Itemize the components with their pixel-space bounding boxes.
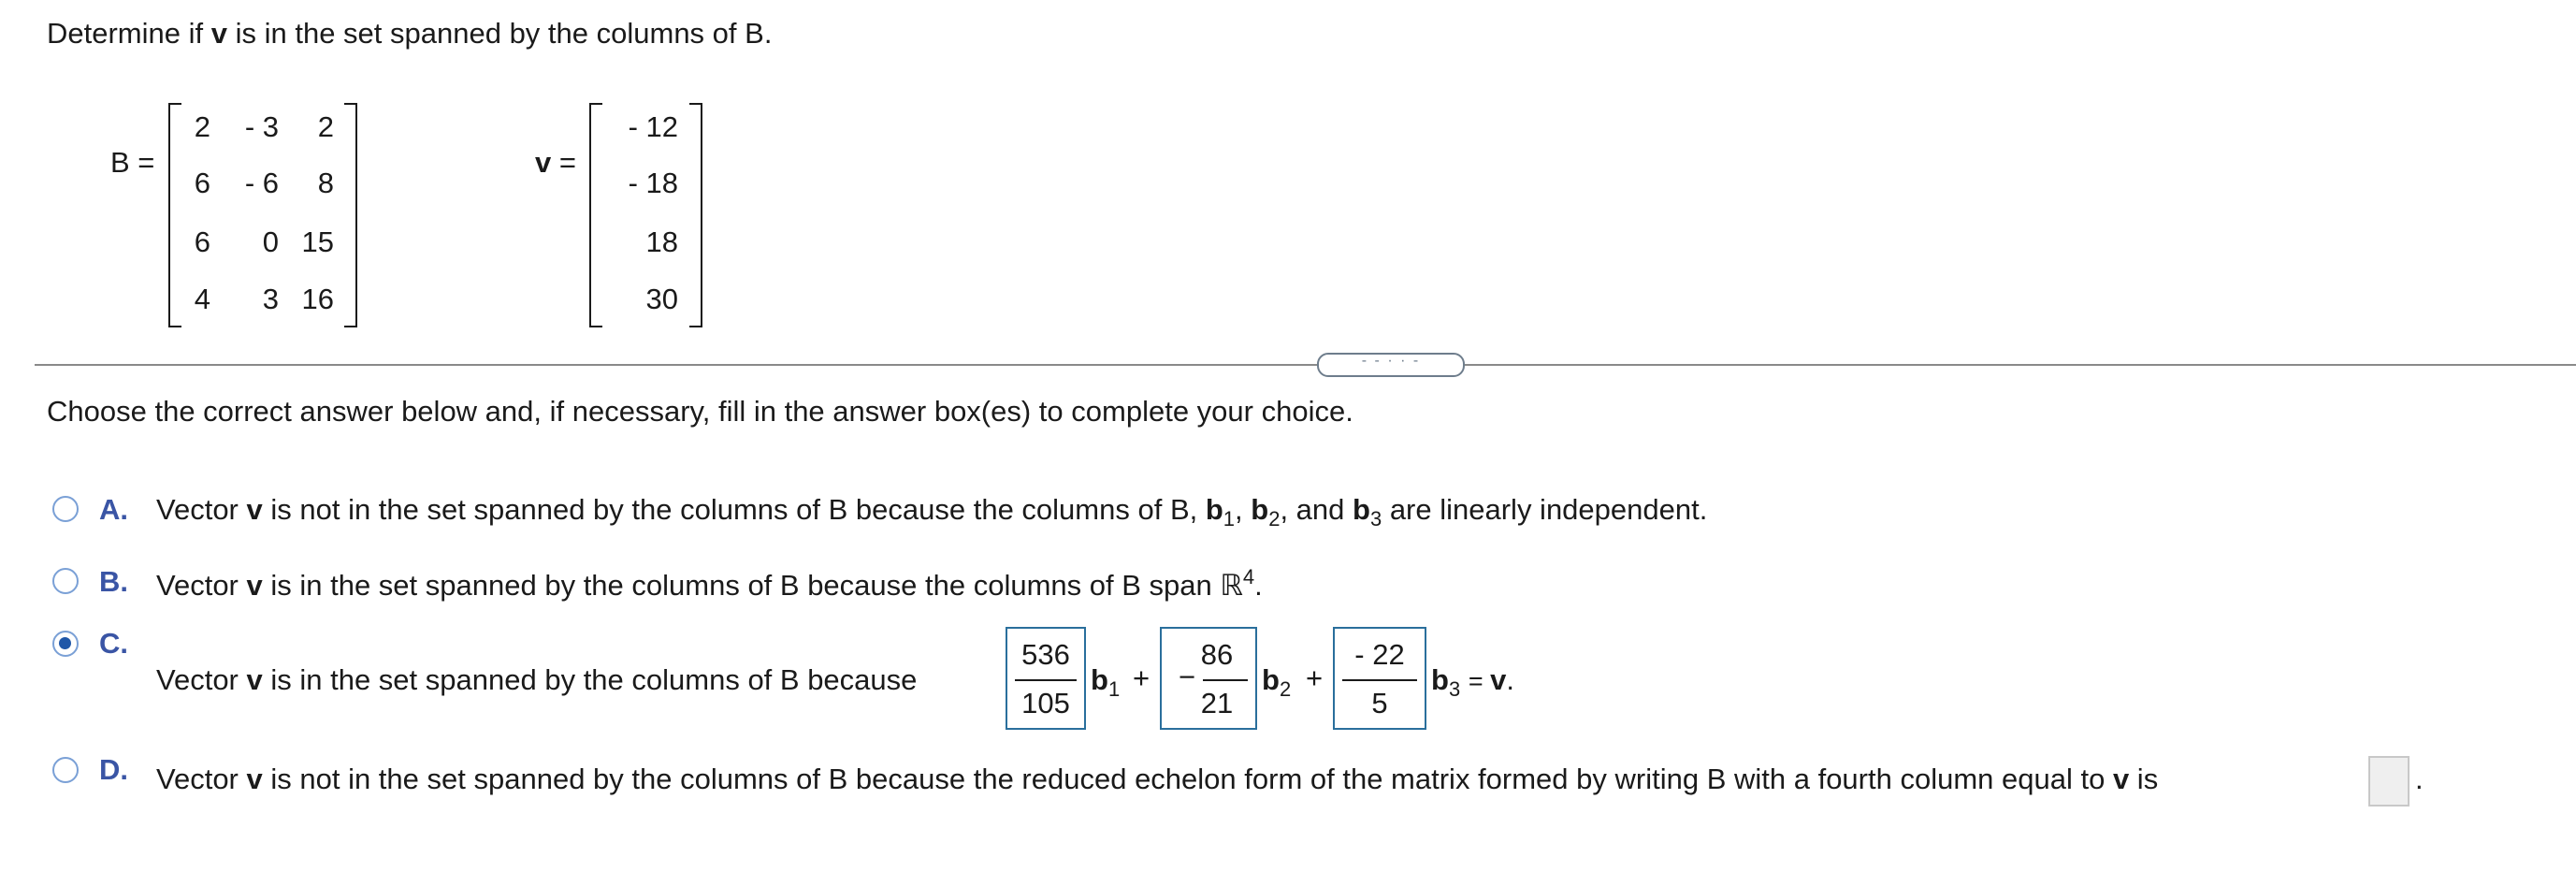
vector-v-cell: 18 [645,225,678,258]
question-text: Determine if v is in the set spanned by the columns of B. [47,17,773,50]
matrix-b-cell: 4 [194,283,210,315]
matrix-b-cell: 6 [194,225,210,258]
vector-v-cell: - 12 [628,110,678,143]
option-b-text: Vector v is in the set spanned by the columns of B because the columns of B span ℝ$^4$. [156,565,1263,602]
matrix-b-cell: 15 [301,225,334,258]
matrix-b-cell: - 3 [244,110,279,143]
coef-1-denominator: 105 [1021,687,1070,719]
b3-equals-v: $b_3 = v$. [1431,663,1514,701]
option-c-letter: C. [99,627,128,660]
coef-2-denominator: 21 [1200,687,1234,719]
option-d-letter: D. [99,753,128,786]
coef-1-fraction-bar [1015,679,1077,681]
matrix-b-cell: 8 [317,167,334,199]
plus-sign-1: + [1133,661,1151,694]
option-c-text: Vector v is in the set spanned by the columns of B because [156,663,918,696]
coef-2-answer-box[interactable] [1160,627,1257,730]
option-a-letter: A. [99,493,128,526]
matrix-b-cell: - 6 [244,167,279,199]
divider-handle[interactable]: - - · · - [1317,353,1465,377]
vector-v-right-bracket [689,103,702,327]
radio-option-a[interactable] [52,496,79,522]
instructions-text: Choose the correct answer below and, if necessary, fill in the answer box(es) to complete your choice. [47,395,1353,428]
matrix-b-cell: 2 [194,110,210,143]
coef-3-fraction-bar [1342,679,1417,681]
matrix-b-cell: 3 [262,283,279,315]
option-a-text: Vector v is not in the set spanned by the columns of B because the columns of B, $b_1$, $b_2$, and $b_3$ are linearly independent. [156,493,1708,530]
option-d-period: . [2415,763,2424,795]
radio-option-d[interactable] [52,757,79,783]
coef-1-numerator: 536 [1021,638,1070,671]
coef-3-numerator: - 22 [1354,638,1405,671]
coef-2-fraction-bar [1203,679,1248,681]
divider-line [35,364,2576,366]
vector-v-label: v = [535,146,576,179]
vector-v-cell: 30 [645,283,678,315]
option-d-text: Vector v is not in the set spanned by the columns of B because the reduced echelon form of the matrix formed by writing B with a fourth column equal to v is [156,763,2159,795]
b2-term: $b_2$ [1262,663,1292,701]
plus-sign-2: + [1306,661,1324,694]
radio-option-c[interactable] [52,631,79,657]
radio-option-b[interactable] [52,568,79,594]
matrix-b-cell: 6 [194,167,210,199]
option-d-answer-box[interactable] [2368,756,2410,807]
coef-3-denominator: 5 [1371,687,1388,719]
vector-v-cell: - 18 [628,167,678,199]
matrix-b-cell: 2 [317,110,334,143]
matrix-b-right-bracket [344,103,357,327]
matrix-b-cell: 16 [301,283,334,315]
matrix-b-cell: 0 [262,225,279,258]
coef-2-numerator: 86 [1200,638,1234,671]
coef-1-answer-box[interactable] [1006,627,1086,730]
b1-term: $b_1$ [1091,663,1121,701]
coef-2-minus-sign: − [1179,661,1196,693]
coef-3-answer-box[interactable] [1333,627,1426,730]
matrix-b-label: B = [110,146,155,179]
option-b-letter: B. [99,565,128,598]
